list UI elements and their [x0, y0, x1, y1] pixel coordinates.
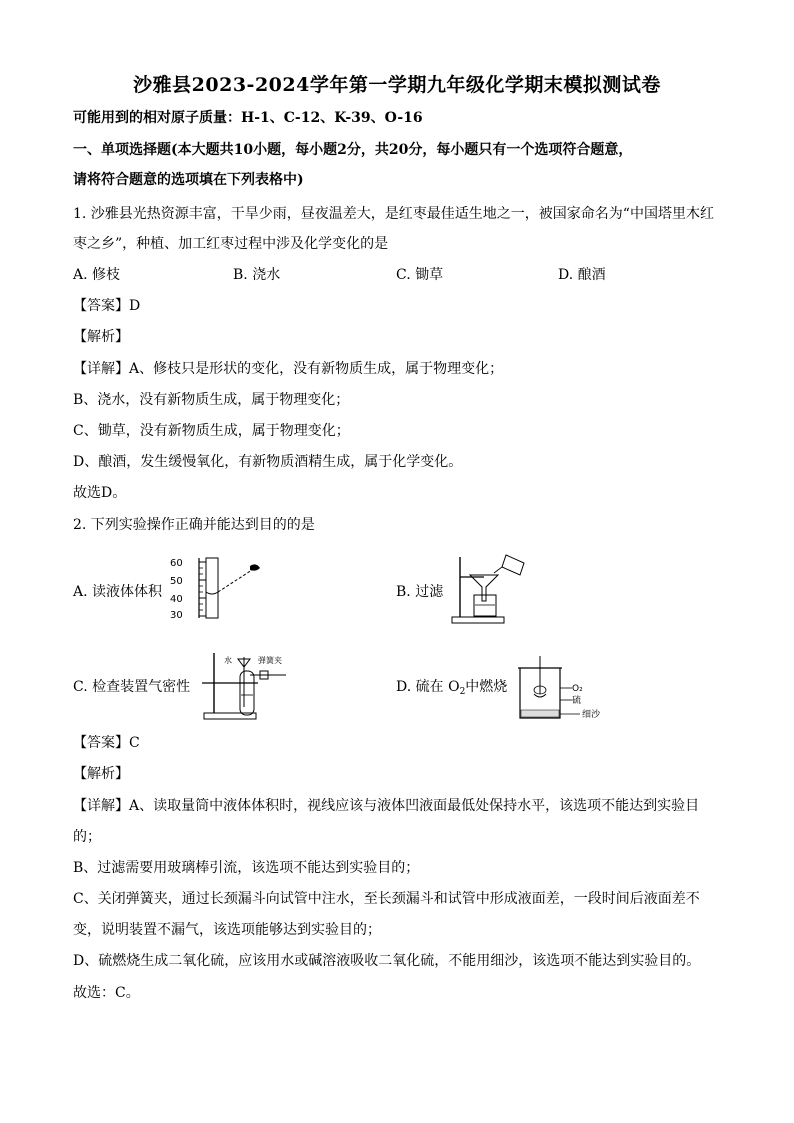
tick-label: 40: [170, 594, 183, 605]
page-title: 沙雅县2023-2024学年第一学期九年级化学期末模拟测试卷: [133, 74, 661, 96]
filtration-figure: [450, 553, 534, 625]
q1-analysis-label: 【解析】: [73, 329, 129, 345]
sand-label: 细沙: [582, 710, 601, 720]
q2-detail-line: 【详解】A、读取量筒中液体体积时，视线应该与液体凹液面最低处保持水平，该选项不能达到实验目: [73, 798, 700, 814]
q2-option-d-suffix: 中燃烧: [465, 679, 508, 695]
q2-detail-line: D、硫燃烧生成二氧化硫，应该用水或碱溶液吸收二氧化硫，不能用细沙，该选项不能达到实验目的。: [73, 953, 701, 969]
airtightness-figure: [200, 651, 306, 721]
tick-label: 30: [170, 610, 183, 621]
water-label: 水: [224, 656, 232, 665]
clamp-label: 弹簧夹: [258, 656, 282, 665]
q2-detail-line: B、过滤需要用玻璃棒引流，该选项不能达到实验目的；: [73, 860, 420, 876]
q1-option-d: D. 酿酒: [558, 267, 606, 283]
q2-detail-line: 变，说明装置不漏气，该选项能够达到实验目的；: [73, 922, 381, 938]
q1-stem-line2: 枣之乡”，种植、加工红枣过程中涉及化学变化的是: [73, 236, 389, 252]
q2-option-d: [396, 677, 507, 702]
q1-detail-line: 【详解】A、修枝只是形状的变化，没有新物质生成，属于物理变化；: [73, 361, 504, 377]
eye-icon: [250, 564, 260, 570]
q2-option-b: B. 过滤: [396, 584, 444, 600]
q2-analysis-label: 【解析】: [73, 766, 129, 782]
q2-option-c: C. 检查装置气密性: [73, 679, 191, 695]
tick-label: 60: [170, 558, 183, 569]
sulfur-label: 硫: [572, 696, 582, 706]
q1-answer: 【答案】D: [73, 298, 141, 314]
q2-choice: 故选：C。: [73, 985, 140, 1001]
q2-detail-line: C、关闭弹簧夹，通过长颈漏斗向试管中注水，至长颈漏斗和试管中形成液面差，一段时间后液面差不: [73, 891, 700, 907]
atomic-masses: 可能用到的相对原子质量：H-1、C-12、K-39、O-16: [73, 110, 423, 126]
q1-detail-line: D、酿酒，发生缓慢氧化，有新物质酒精生成，属于化学变化。: [73, 454, 463, 470]
q2-answer: 【答案】C: [73, 735, 140, 751]
sulfur-burning-figure: [514, 654, 624, 722]
q1-option-c: C. 锄草: [396, 267, 444, 283]
q2-stem: 2. 下列实验操作正确并能达到目的的是: [73, 517, 315, 533]
section-heading-line1: 一、单项选择题(本大题共10小题，每小题2分，共20分，每小题只有一个选项符合题意，: [73, 142, 633, 158]
q2-option-a: A. 读液体体积: [73, 584, 163, 600]
section-heading-line2: 请将符合题意的选项填在下列表格中): [73, 172, 304, 188]
q2-detail-line: 的；: [73, 829, 101, 845]
q1-detail-line: C、锄草，没有新物质生成，属于物理变化；: [73, 423, 350, 439]
tick-label: 50: [170, 576, 183, 587]
q2-option-d-subscript: 2: [459, 687, 466, 697]
q1-option-b: B. 浇水: [233, 267, 281, 283]
q1-choice: 故选D。: [73, 485, 127, 501]
q1-detail-line: B、浇水，没有新物质生成，属于物理变化；: [73, 392, 350, 408]
q1-stem-line1: 1. 沙雅县光热资源丰富，干旱少雨，昼夜温差大，是红枣最佳适生地之一，被国家命名为“中国塔里木红: [73, 206, 714, 222]
measuring-cylinder-figure: [166, 556, 266, 622]
q1-option-a: A. 修枝: [73, 267, 121, 283]
o2-label: O₂: [572, 684, 583, 694]
q2-option-d-prefix: D. 硫在 O: [396, 679, 460, 695]
